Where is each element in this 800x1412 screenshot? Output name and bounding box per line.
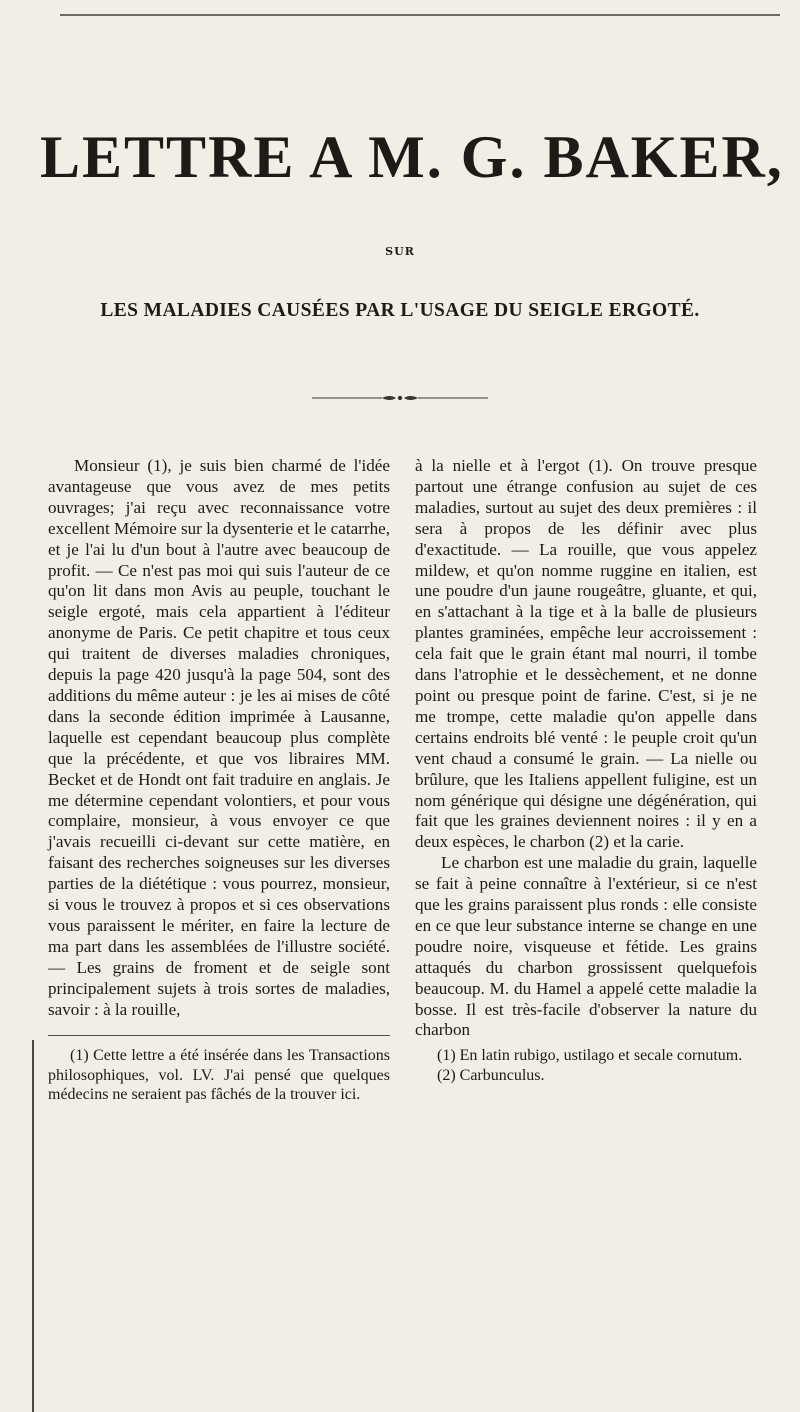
title-connector: SUR: [385, 245, 415, 258]
body-paragraph: Le charbon est une maladie du grain, laquelle se fait à peine connaître à l'extérieur, si ce n'est que les grains paraissent plus ronds : elle consiste en ce que leur substance interne se change en une poudre noire, visqueuse et fétide. Les grains attaqués du charbon grossissent quelquefois beaucoup. M. du Hamel a appelé cette maladie la bosse. Il est très-facile d'observer la nature du charbon: [415, 853, 757, 1040]
body-paragraph: à la nielle et à l'ergot (1). On trouve presque partout une étrange confusion au sujet de ces maladies, surtout au sujet des deux premières : il sera à propos de les définir avec plus d'exactitude. — La rouille, que vous appelez mildew, et qu'on nomme ruggine en italien, est une poudre d'un jaune rougeâtre, gluante, et qui, en s'attachant à la tige et à la balle de plusieurs plantes graminées, empêche leur accroissement : cela fait que le grain étant mal nourri, il tombe dans l'atrophie et le dessèchement, et ne donne point ou presque point de farine. C'est, si je ne me trompe, cette maladie qu'on appelle dans certains endroits blé venté : le peuple croit qu'un vent chaud a consumé le grain. — La nielle ou brûlure, que les Italiens appellent fuligine, est un nom générique qui désigne une dégénération, qui fait que les graines deviennent noires : il y en a deux espèces, le charbon (2) et la carie.: [415, 456, 757, 852]
scan-margin-bar: [32, 1040, 34, 1412]
footnote: (1) En latin rubigo, ustilago et secale cornutum.: [437, 1047, 743, 1064]
page-subtitle: LES MALADIES CAUSÉES PAR L'USAGE DU SEIGLE ERGOTÉ.: [100, 300, 700, 321]
body-paragraph: Monsieur (1), je suis bien charmé de l'idée avantageuse que vous avez de mes petits ouvrages; j'ai reçu avec reconnaissance votre excellent Mémoire sur la dysenterie et le catarrhe, et je l'ai lu d'un bout à l'autre avec beaucoup de profit. — Ce n'est pas moi qui suis l'auteur de ce qu'on lit dans mon Avis au peuple, touchant le seigle ergoté, mais cela appartient à l'éditeur anonyme de Paris. Ce petit chapitre et tous ceux qui traitent de diverses maladies chroniques, depuis la page 420 jusqu'à la page 504, sont des additions du même auteur : je les ai mises de côté dans la seconde édition imprimée à Lausanne, laquelle est cependant beaucoup plus complète que la précédente, et que vos libraires MM. Becket et de Hondt ont fait traduire en anglais. Je me détermine cependant volontiers, et pour vous complaire, monsieur, à vous envoyer ce que j'avais recueilli ci-devant sur cette matière, en faisant des recherches soigneuses sur les diverses parties de la diététique : vous pourrez, monsieur, si vous le trouvez à propos et si ces observations vous paraissent le mériter, en faire la lecture de ma part dans les assemblées de l'illustre société. — Les grains de froment et de seigle sont principalement sujets à trois sortes de maladies, savoir : à la rouille,: [48, 456, 390, 1019]
body-column-left: [48, 456, 390, 1020]
footnote: (2) Carbunculus.: [437, 1066, 545, 1084]
top-rule: [60, 14, 780, 16]
ornament-divider: [312, 394, 488, 402]
page-title: LETTRE A M. G. BAKER,: [40, 124, 784, 190]
footnote: (1) Cette lettre a été insérée dans les Transactions philosophiques, vol. LV. J'ai pensé que quelques médecins ne seraient pas fâchés de la trouver ici.: [48, 1047, 390, 1104]
body-column-right: [415, 456, 757, 1041]
footnotes-right: [415, 1046, 757, 1085]
footnotes-left: [48, 1046, 390, 1105]
footnote-rule: [48, 1035, 390, 1036]
